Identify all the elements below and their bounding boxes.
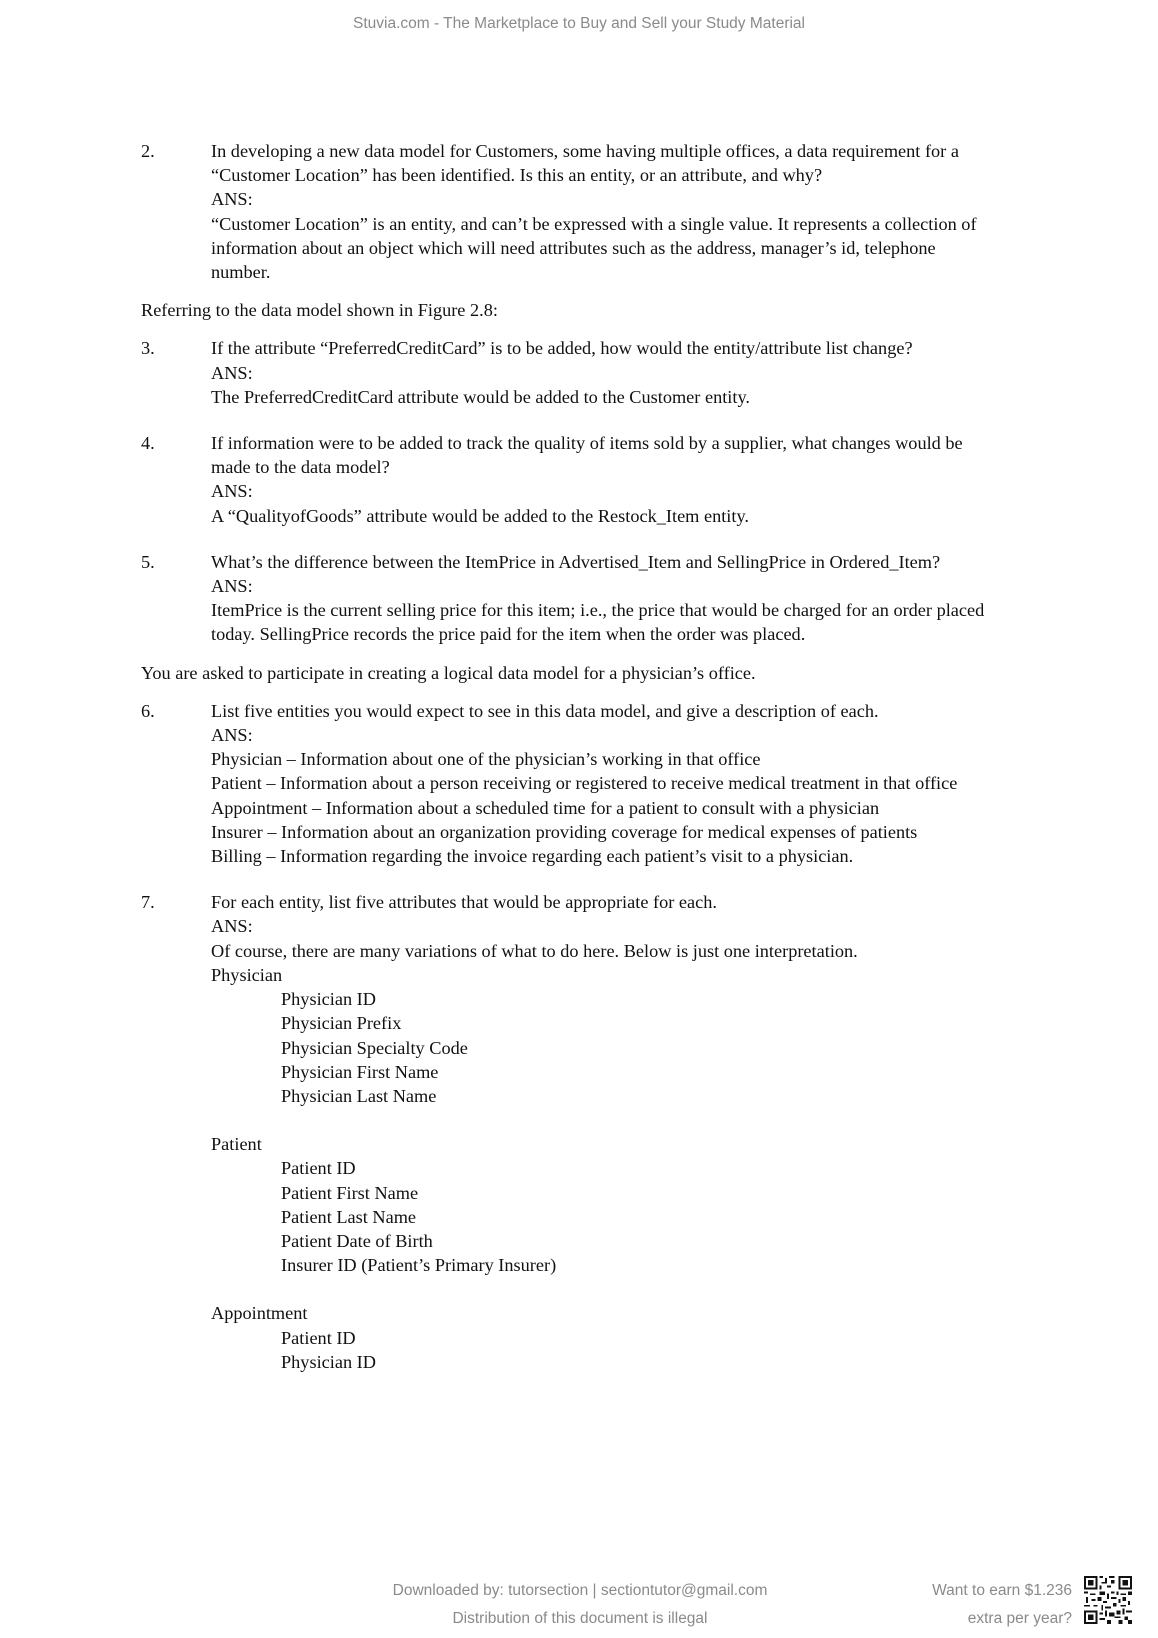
question-text: If the attribute “PreferredCreditCard” is to be added, how would the entity/attribute list change? [211,338,913,359]
ans-label: ANS: [211,481,253,502]
page-header: Stuvia.com - The Marketplace to Buy and Sell your Study Material [352,15,805,32]
question-3 [141,336,1041,409]
page-footer [380,1577,780,1633]
question-body [211,699,1041,868]
distribution-notice: Distribution of this document is illegal [452,1610,708,1627]
entity-attribute: Physician Last Name [281,1085,437,1106]
answer-text: number. [211,262,271,283]
question-text: If information were to be added to track the quality of items sold by a supplier, what changes would be [211,433,963,454]
ans-label: ANS: [211,362,253,383]
question-text: “Customer Location” has been identified. Is this an entity, or an attribute, and why? [211,165,823,186]
question-number: 2. [141,141,155,161]
question-body [211,336,1041,409]
downloaded-by-text: Downloaded by: tutorsection | sectiontutor@gmail.com [392,1582,768,1599]
entity-attribute: Physician Specialty Code [281,1037,468,1058]
entity-attribute: Patient ID [281,1327,356,1348]
earn-line-2[interactable]: extra per year? [967,1610,1072,1627]
question-number: 6. [141,700,155,721]
answer-text: The PreferredCreditCard attribute would be added to the Customer entity. [211,386,750,407]
question-text: List five entities you would expect to see in this data model, and give a description of each. [211,700,879,721]
ans-label: ANS: [211,576,253,597]
question-4 [141,431,1041,528]
entity-name: Physician [211,964,283,985]
entity-attribute: Insurer ID (Patient’s Primary Insurer) [281,1255,557,1276]
answer-text: Insurer – Information about an organization providing coverage for medical expenses of patients [211,821,918,842]
question-text: For each entity, list five attributes that would be appropriate for each. [211,892,717,913]
entity-attribute-list [211,1156,1041,1277]
entity-name: Appointment [211,1303,308,1324]
earn-line-1[interactable]: Want to earn $1.236 [932,1582,1072,1599]
question-body [211,431,1041,528]
earn-promo[interactable] [932,1577,1072,1633]
question-6 [141,699,1041,868]
intro-physician-text: You are asked to participate in creating a logical data model for a physician’s office. [141,662,756,683]
question-5 [141,550,1041,647]
entity-attribute: Patient First Name [281,1182,419,1203]
question-number: 5. [141,551,155,572]
answer-text: “Customer Location” is an entity, and can’t be expressed with a single value. It represents a collection of [211,213,977,234]
answer-text: Appointment – Information about a scheduled time for a patient to consult with a physician [211,797,880,818]
question-number: 7. [141,892,155,913]
ans-label: ANS: [211,189,253,210]
entity-attribute: Physician Prefix [281,1013,402,1034]
ans-label: ANS: [211,725,253,746]
entity-attribute-list [211,987,1041,1108]
question-text: In developing a new data model for Customers, some having multiple offices, a data requirement for a [211,141,959,161]
qr-code-icon[interactable] [1084,1576,1132,1624]
document-content [141,139,1041,1374]
question-number: 4. [141,433,155,454]
entity-attribute: Patient Date of Birth [281,1230,433,1251]
question-body [211,139,1041,284]
entity-name: Patient [211,1134,262,1155]
intro-figure-text: Referring to the data model shown in Figure 2.8: [141,300,498,321]
entity-attribute: Physician ID [281,989,376,1010]
answer-text: ItemPrice is the current selling price for this item; i.e., the price that would be charged for an order placed [211,600,985,621]
answer-text: Billing – Information regarding the invoice regarding each patient’s visit to a physician. [211,846,854,867]
ans-label: ANS: [211,916,253,937]
entity-attribute: Patient Last Name [281,1206,417,1227]
entity-attribute: Physician ID [281,1351,376,1372]
question-number: 3. [141,338,155,359]
question-body [211,890,1041,1374]
question-2 [141,139,1041,284]
question-body [211,550,1041,647]
answer-text: Of course, there are many variations of what to do here. Below is just one interpretation. [211,940,858,961]
answer-text: Physician – Information about one of the physician’s working in that office [211,749,761,770]
entity-attribute: Patient ID [281,1158,356,1179]
answer-text: today. SellingPrice records the price paid for the item when the order was placed. [211,624,806,645]
answer-text: Patient – Information about a person receiving or registered to receive medical treatment in that office [211,773,958,794]
entity-attribute: Physician First Name [281,1061,439,1082]
question-text: made to the data model? [211,457,390,478]
answer-text: information about an object which will need attributes such as the address, manager’s id, telephone [211,237,936,258]
question-7 [141,890,1041,1374]
entity-attribute-list [211,1326,1041,1374]
answer-text: A “QualityofGoods” attribute would be added to the Restock_Item entity. [211,505,749,526]
question-text: What’s the difference between the ItemPrice in Advertised_Item and SellingPrice in Ordered_Item? [211,551,941,572]
